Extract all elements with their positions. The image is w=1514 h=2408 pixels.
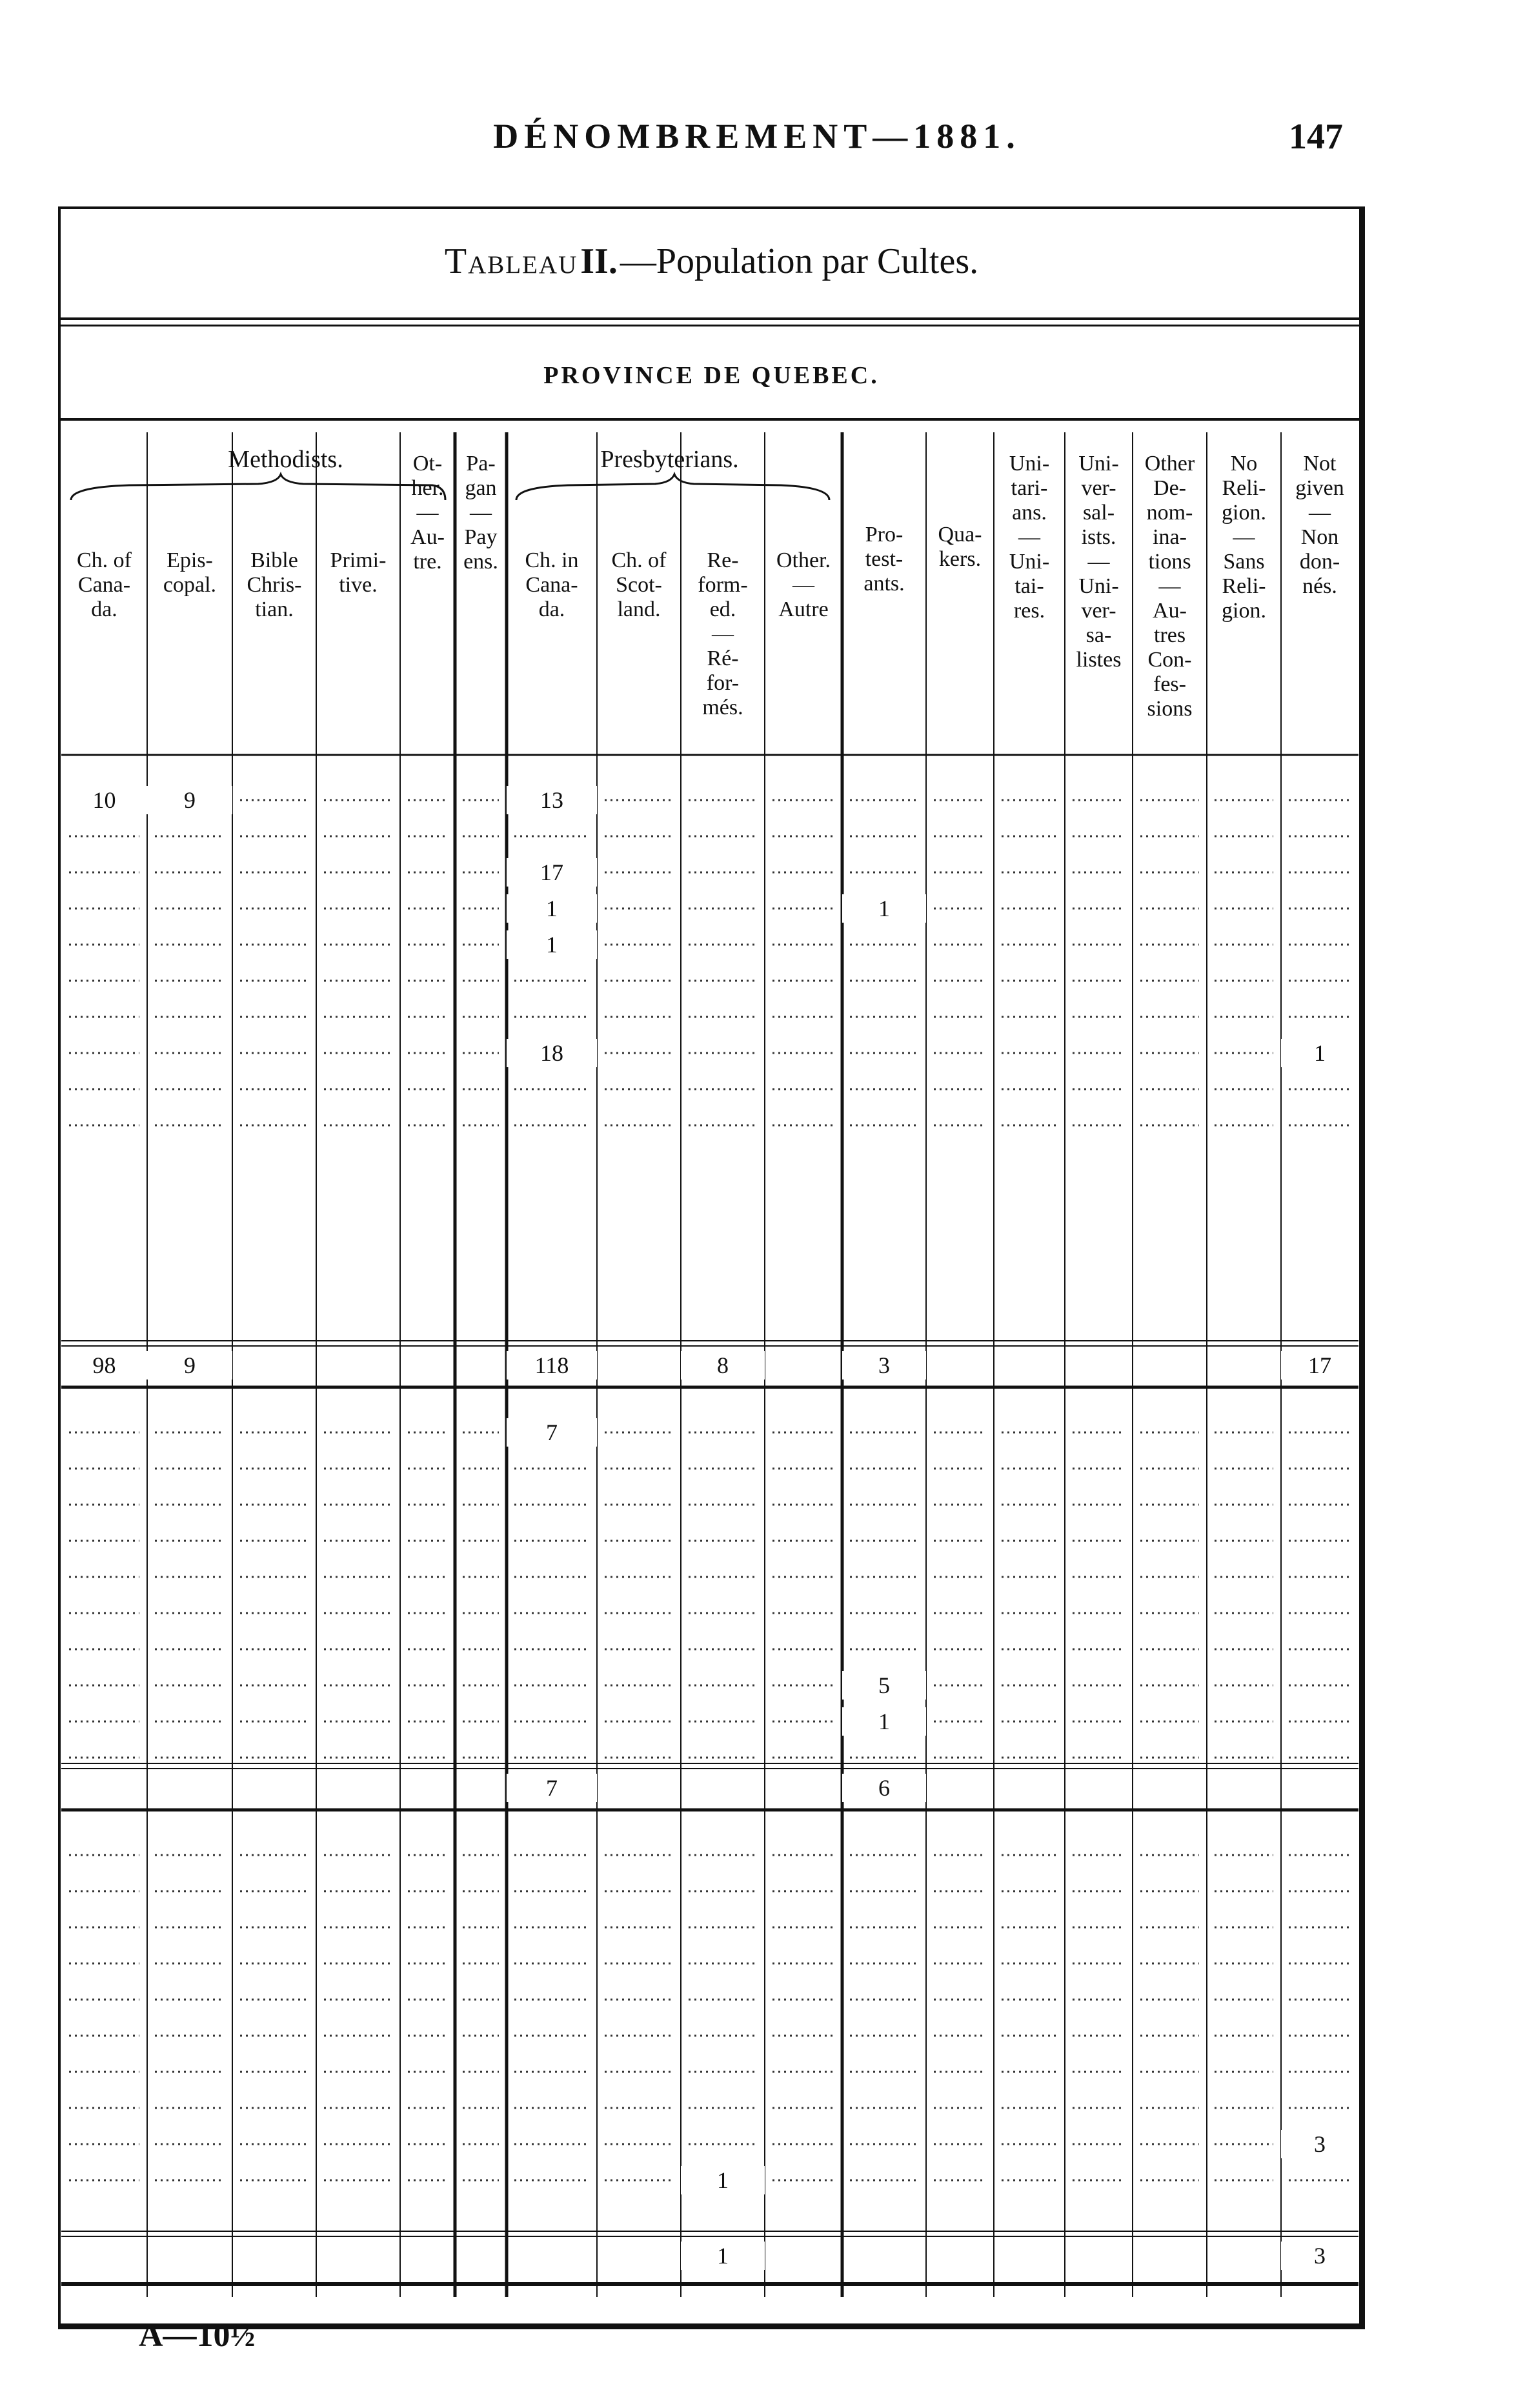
table-cell: 1 [842, 894, 926, 923]
table-cell: 1 [507, 930, 597, 959]
table-cell: 3 [1281, 2130, 1358, 2158]
column-header-no-religion: No Reli- gion. — Sans Reli- gion. [1222, 452, 1266, 623]
table-cell: 9 [147, 786, 232, 814]
table-cell: 1 [842, 1707, 926, 1736]
column-header-ch-canada-p: Ch. in Cana- da. [525, 548, 579, 621]
table-cell: 1 [1281, 1039, 1358, 1067]
footer-signature: A—10½ [139, 2317, 256, 2354]
title-prefix: Tableau [444, 241, 578, 281]
column-header-other-p: Other. — Autre [776, 548, 831, 621]
column-header-ch-scotland: Ch. of Scot- land. [611, 548, 667, 621]
group-presbyterians: Presbyterians. [600, 446, 739, 473]
table-cell: 13 [507, 786, 597, 814]
table-cell: 7 [507, 1418, 597, 1447]
title-numeral: II. [580, 241, 618, 281]
column-header-unitarians: Uni- tari- ans. — Uni- tai- res. [1009, 452, 1050, 623]
total-cell: 98 [61, 1351, 147, 1380]
table-cell: 10 [61, 786, 147, 814]
table-cell: 1 [681, 2166, 765, 2194]
table-cell: 18 [507, 1039, 597, 1067]
brace-methodists [71, 474, 445, 500]
total-cell: 8 [681, 1351, 765, 1380]
title-rest: —Population par Cultes. [620, 241, 979, 281]
total-cell: 118 [507, 1351, 597, 1380]
group-methodists: Methodists. [228, 446, 343, 473]
column-header-episcopal: Epis- copal. [163, 548, 217, 597]
table-cell: 5 [842, 1671, 926, 1700]
column-header-protestants: Pro- test- ants. [863, 523, 905, 596]
column-header-bible-christian: Bible Chris- tian. [247, 548, 302, 621]
column-header-not-given: Not given — Non don- nés. [1295, 452, 1344, 598]
column-header-reformed: Re- form- ed. — Ré- for- més. [698, 548, 748, 719]
total-cell: 3 [842, 1351, 926, 1380]
running-head: DÉNOMBREMENT—1881. [493, 117, 1021, 156]
column-header-other-m: Ot- her. — Au- tre. [410, 452, 445, 574]
table-cell: 1 [507, 894, 597, 923]
column-header-universalists: Uni- ver- sal- ists. — Uni- ver- sa- listes [1076, 452, 1122, 672]
column-header-primitive: Primi- tive. [330, 548, 387, 597]
total-cell: 17 [1281, 1351, 1358, 1380]
column-header-pagan: Pa- gan — Pay ens. [463, 452, 498, 574]
column-header-ch-canada-m: Ch. of Cana- da. [77, 548, 132, 621]
table-cell: 17 [507, 858, 597, 887]
total-cell: 1 [681, 2242, 765, 2270]
page-number: 147 [1289, 117, 1343, 157]
column-header-other-denominations: Other De- nom- ina- tions — Au- tres Con- fes- sions [1144, 452, 1195, 721]
brace-presbyterians [516, 474, 829, 500]
total-cell: 7 [507, 1774, 597, 1802]
province-heading: PROVINCE DE QUEBEC. [543, 362, 880, 389]
total-cell: 6 [842, 1774, 926, 1802]
total-cell: 9 [147, 1351, 232, 1380]
total-cell: 3 [1281, 2242, 1358, 2270]
column-header-quakers: Qua- kers. [938, 523, 982, 571]
